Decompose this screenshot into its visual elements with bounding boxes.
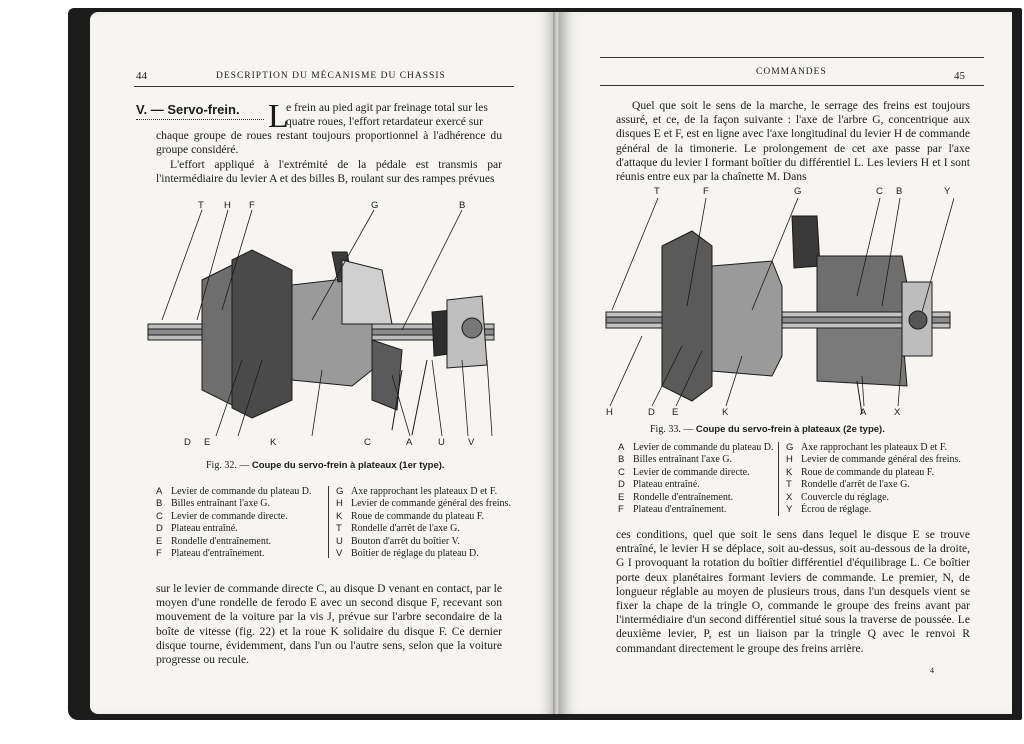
intro-continuation: chaque groupe de roues restant toujours proportionnel à l'adhérence du groupe considéré. — [156, 129, 502, 157]
left-page — [90, 12, 556, 714]
legend-item: K Roue de commande du plateau F. — [786, 466, 935, 478]
figure-33 — [602, 186, 954, 422]
page-number: 44 — [136, 70, 147, 82]
legend-item: F Plateau d'entraînement. — [156, 548, 265, 560]
running-head: DESCRIPTION DU MÉCANISME DU CHASSIS — [216, 71, 446, 81]
legend-item: A Levier de commande du plateau D. — [156, 486, 312, 497]
label-H: H — [224, 200, 231, 211]
legend-item: D Plateau entraîné. — [156, 523, 238, 535]
right-page — [560, 12, 1012, 714]
page-number: 45 — [954, 70, 965, 82]
header-rule — [134, 86, 514, 87]
label-A: A — [860, 407, 867, 418]
legend-item: A Levier de commande du plateau D. — [618, 442, 774, 453]
label-V: V — [468, 437, 475, 448]
legend-item: G Axe rapprochant les plateaux D et F. — [336, 486, 498, 497]
label-U: U — [438, 437, 445, 448]
label-H: H — [606, 407, 613, 418]
drop-cap: L — [268, 98, 289, 135]
paragraph-1: Quel que soit le sens de la marche, le serrage des freins est toujours assuré, et ce, de la façon suivante : l'axe de l'arbre G, concentrique aux disques E et F, est en ligne avec l'axe longitudinal du levier H de commande général de la timonerie. Le prolongement de cet axe passe par l'axe d'attaque du levier I formant boîtier du différentiel L. Les leviers H et I sont réunis entre eux par la chaînette M. Dans — [616, 99, 970, 184]
legend-item: K Roue de commande du plateau F. — [336, 510, 485, 522]
label-C: C — [876, 186, 883, 197]
label-E: E — [672, 407, 679, 418]
label-F: F — [703, 186, 709, 197]
header-rule-bottom — [600, 85, 984, 86]
servo-brake-section-2-drawing — [602, 186, 954, 422]
legend-item: D Plateau entraîné. — [618, 479, 700, 491]
legend-item: G Axe rapprochant les plateaux D et F. — [786, 442, 948, 453]
label-G: G — [371, 200, 379, 211]
legend-item: X Couvercle du réglage. — [786, 491, 890, 503]
title-underline — [136, 119, 264, 120]
label-F: F — [249, 200, 255, 211]
intro-line-1: e frein au pied agit par freinage total sur les — [286, 101, 488, 114]
label-E: E — [204, 437, 211, 448]
legend-right — [336, 486, 526, 560]
legend-right — [786, 442, 986, 516]
legend-item: B Billes entraînant l'axe G. — [618, 454, 732, 466]
footer-mark: 4 — [930, 666, 934, 675]
header-rule-top — [600, 57, 984, 58]
legend-item: C Levier de commande directe. — [618, 466, 750, 478]
legend-item: Y Écrou de réglage. — [786, 504, 872, 516]
legend-left — [618, 442, 784, 516]
legend-item: E Rondelle d'entraînement. — [156, 535, 272, 547]
intro-line-2: quatre roues, l'effort retardateur exercé sur — [286, 115, 483, 128]
legend-item: E Rondelle d'entraînement. — [618, 491, 734, 503]
label-D: D — [184, 437, 191, 448]
legend-divider — [328, 486, 329, 558]
paragraph-3: sur le levier de commande directe C, au disque D venant en contact, par le moyen d'une rondelle de ferodo E avec un second disque F, recevant son mouvement de la voiture par la vis J, prévue sur l'arbre secondaire de la boîte de vitesse (fig. 22) et la roue K solidaire du disque F. Ce dernier disque tourne, évidemment, dans l'un ou l'autre sens, selon que la voiture progresse ou recule. — [156, 582, 502, 667]
label-A: A — [406, 437, 413, 448]
label-G: G — [794, 186, 802, 197]
legend-item: U Bouton d'arrêt du boîtier V. — [336, 535, 460, 547]
label-B: B — [896, 186, 903, 197]
label-B: B — [459, 200, 466, 211]
legend-divider — [778, 442, 779, 516]
legend-item: H Levier de commande général des freins. — [786, 454, 961, 466]
paragraph-2: L'effort appliqué à l'extrémité de la pédale est transmis par l'intermédiaire du levier A et des billes B, roulant sur des rampes prévues — [156, 158, 502, 186]
legend-item: V Boîtier de réglage du plateau D. — [336, 548, 479, 560]
legend-item: T Rondelle d'arrêt de l'axe G. — [336, 523, 460, 535]
servo-brake-section-1-drawing — [142, 200, 502, 450]
label-X: X — [894, 407, 901, 418]
label-T: T — [654, 186, 660, 197]
label-D: D — [648, 407, 655, 418]
figure-32 — [142, 200, 502, 450]
label-C: C — [364, 437, 371, 448]
running-head: COMMANDES — [756, 67, 827, 77]
legend-item: T Rondelle d'arrêt de l'axe G. — [786, 479, 910, 491]
label-K: K — [722, 407, 729, 418]
legend-item: F Plateau d'entraînement. — [618, 504, 727, 516]
legend-item: B Billes entraînant l'axe G. — [156, 498, 270, 510]
label-T: T — [198, 200, 204, 211]
figure-33-caption: Fig. 33. — Coupe du servo-frein à plateaux (2e type). — [650, 424, 885, 435]
label-Y: Y — [944, 186, 951, 197]
legend-item: C Levier de commande directe. — [156, 510, 288, 522]
paragraph-2: ces conditions, quel que soit le sens dans lequel le disque E se trouve entraîné, le levier H se déplace, soit au-dessus, soit au-dessous de la droite, G I provoquant la rotation du boîtier différentiel d'équilibrage L. Ce boîtier porte deux planétaires formant leviers de commande. Le premier, N, de longueur réglable au moyen de plusieurs trous, dans l'un desquels vient se fixer la chape de la tringle O, commande le groupe des freins avant par l'intermédiaire d'un second différentiel situé sous la traverse de poussée. Le deuxième levier, P, est un liaison par la tringle Q avec le renvoi R commandant directement le groupe des freins arrière. — [616, 528, 970, 655]
legend-item: H Levier de commande général des freins. — [336, 498, 511, 510]
section-title: V. — Servo-frein. — [136, 102, 240, 117]
figure-32-caption: Fig. 32. — Coupe du servo-frein à plateaux (1er type). — [206, 460, 445, 471]
legend-left — [156, 486, 326, 560]
label-K: K — [270, 437, 277, 448]
